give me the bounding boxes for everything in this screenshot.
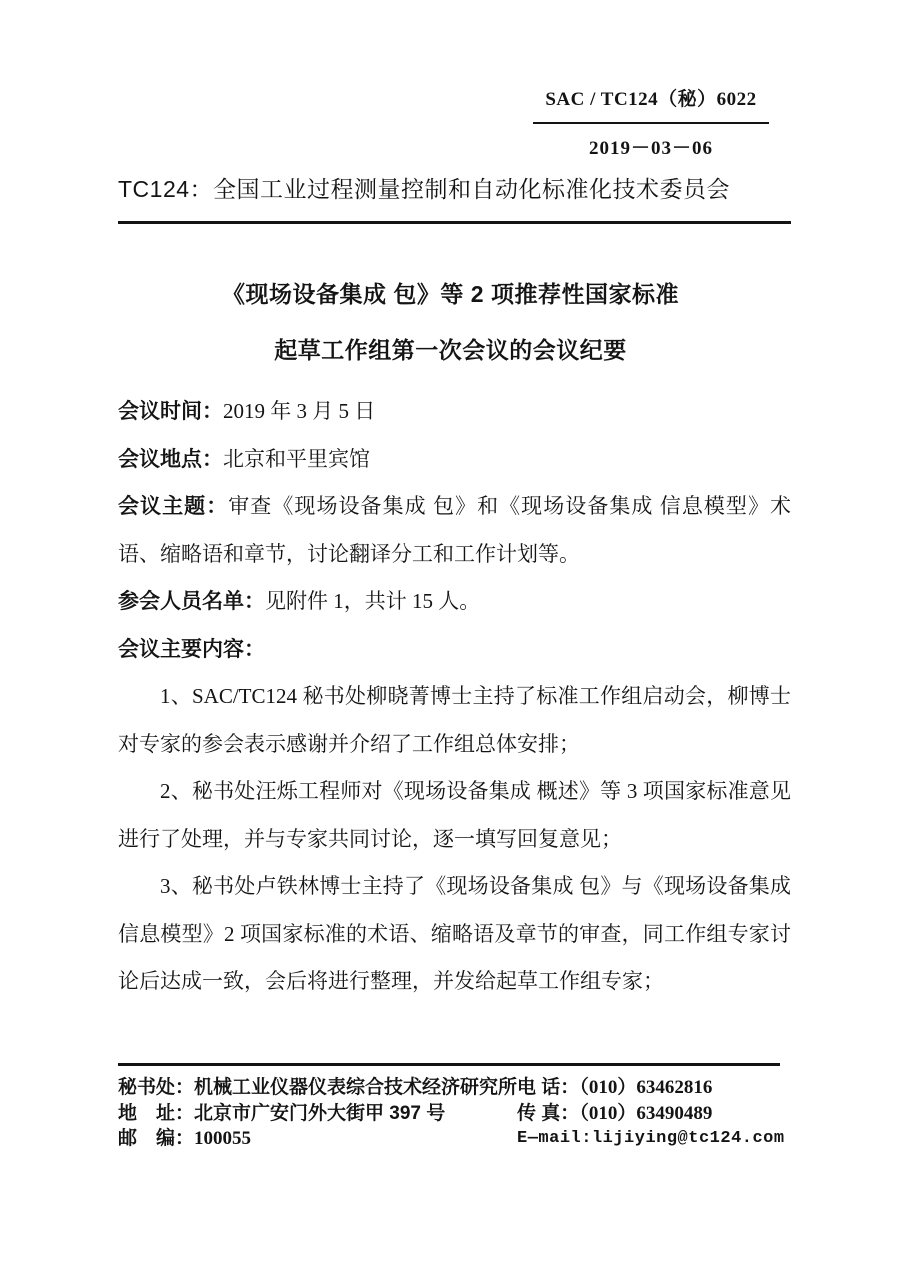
document-body [118,388,791,1006]
meta-label-place: 会议地点： [118,447,223,471]
postcode-label: 邮 编： [118,1128,195,1149]
fax-value: （010）63490489 [579,1102,713,1124]
document-title [114,276,787,365]
footer-phone [517,1075,785,1101]
phone-value: （010）63462816 [579,1077,713,1098]
address-value: 北京市广安门外大街甲 397 号 [194,1102,446,1124]
meta-label-main-content: 会议主要内容： [118,637,265,661]
footer-fax [517,1101,785,1127]
footer-right-column [517,1075,785,1152]
secretariat-label: 秘书处： [118,1077,195,1098]
content-item-1: 1、SAC/TC124 秘书处柳晓菁博士主持了标准工作组启动会，柳博士对专家的参会表示感谢并介绍了工作组总体安排； [118,684,791,756]
fax-label: 传 真： [517,1102,580,1124]
meta-value-time: 2019 年 3 月 5 日 [223,399,376,423]
content-item-3: 3、秘书处卢铁林博士主持了《现场设备集成 包》与《现场设备集成 信息模型》2 项国家标准的术语、缩略语及章节的审查，同工作组专家讨论后达成一致，会后将进行整理，并发给起草工作组专家； [118,874,791,993]
meta-row-time [118,388,791,436]
document-header-block [533,84,769,160]
meta-value-place: 北京和平里宾馆 [223,446,370,471]
phone-label: 电 话： [517,1077,580,1098]
address-label: 地 址： [118,1102,195,1124]
footer-secretariat [118,1075,517,1101]
document-footer [118,1063,785,1152]
meta-label-topic: 会议主题： [118,495,229,518]
committee-heading: TC124：全国工业过程测量控制和自动化标准化技术委员会 [118,171,791,224]
footer-email: E—mail:lijiying@tc124.com [517,1129,785,1148]
footer-left-column [118,1075,517,1152]
meta-value-attendees: 见附件 1，共计 15 人。 [265,589,481,613]
footer-address [118,1101,517,1127]
meta-label-attendees: 参会人员名单： [118,590,265,613]
meta-row-main-content [118,626,791,674]
content-item-2: 2、秘书处汪烁工程师对《现场设备集成 概述》等 3 项国家标准意见进行了处理，并与专家共同讨论，逐一填写回复意见； [118,779,791,851]
doc-number: SAC / TC124（秘）6022 [533,84,769,124]
meta-row-place [118,436,791,484]
doc-date: 2019－03－06 [588,138,713,159]
title-line-1: 《现场设备集成 包》等 2 项推荐性国家标准 [222,281,679,307]
meta-row-topic [118,483,791,578]
meta-row-attendees [118,578,791,626]
meta-label-time: 会议时间： [118,400,223,423]
postcode-value: 100055 [194,1128,252,1149]
secretariat-value: 机械工业仪器仪表综合技术经济研究所 [194,1077,518,1098]
footer-postcode [118,1126,517,1152]
title-line-2: 起草工作组第一次会议的会议纪要 [274,337,627,363]
meta-value-topic: 审查《现场设备集成 包》和《现场设备集成 信息模型》术语、缩略语和章节，讨论翻译分工和工作计划等。 [118,494,792,566]
